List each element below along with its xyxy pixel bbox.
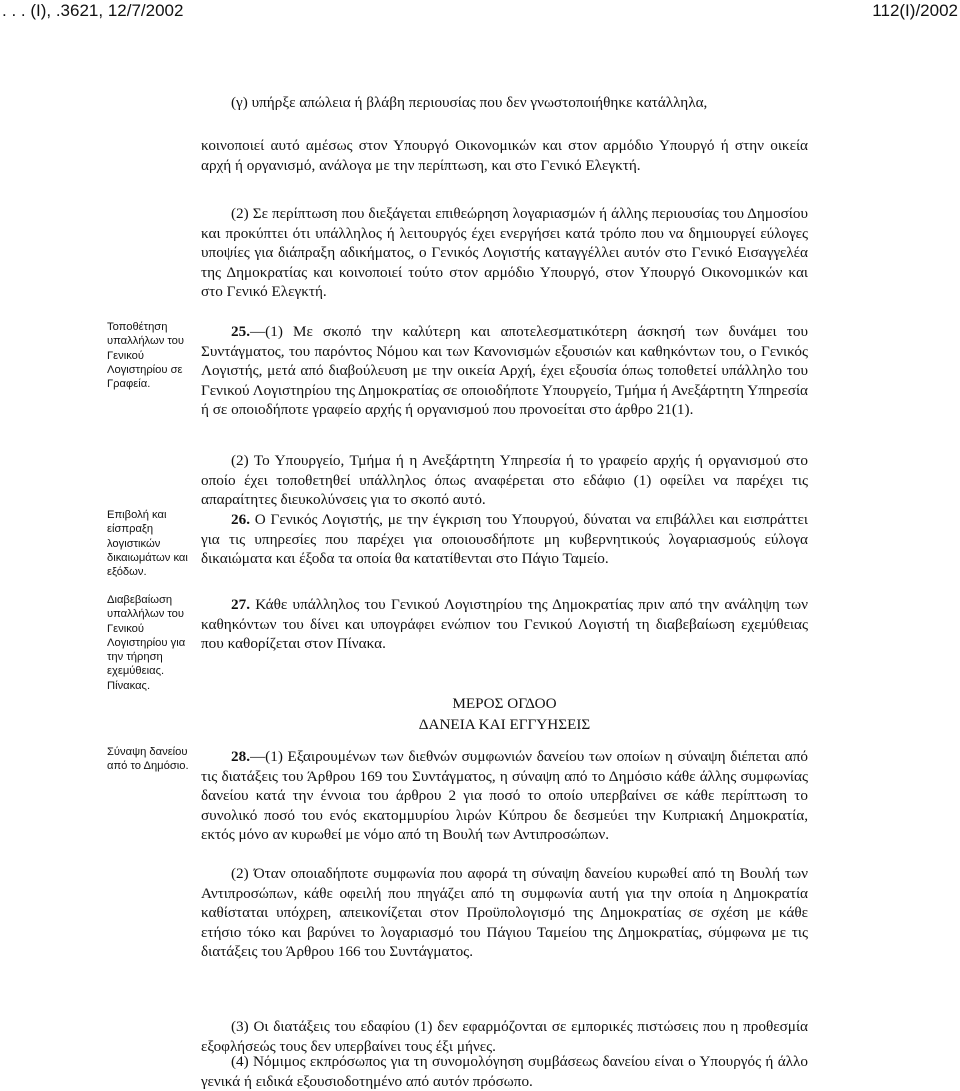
margin-note-confidentiality: Διαβεβαίωση υπαλλήλων του Γενικού Λογιστηρίου για την τήρηση εχεμύθειας. Πίνακας. — [107, 594, 186, 692]
section-27 — [201, 595, 808, 654]
margin-note-fees: Επιβολή και είσπραξη λογιστικών δικαιωμάτων και εξόδων. — [107, 509, 188, 579]
section-25-subsection-2: (2) Το Υπουργείο, Τμήμα ή η Ανεξάρτητη Υπηρεσία ή το γραφείο αρχής ή οργανισμού στο οποίο έχει τοποθετηθεί υπάλληλος όπως αναφέρεται στο εδάφιο (1) οφείλει να παρέχει τις απαραίτητες διευκολύνσεις για το σκοπό αυτό. — [201, 452, 808, 508]
section-26 — [201, 510, 808, 569]
section-28-subsection-4: (4) Νόμιμος εκπρόσωπος για τη συνομολόγηση συμβάσεως δανείου είναι ο Υπουργός ή άλλο γενικά ή ειδικά εξουσιοδοτημένο από αυτόν πρόσωπο. — [201, 1053, 808, 1090]
section-27-number: 27. — [231, 596, 250, 613]
section-28-number: 28. — [231, 748, 250, 765]
paragraph-inspection: (2) Σε περίπτωση που διεξάγεται επιθεώρηση λογαριασμών ή άλλης περιουσίας του Δημοσίου και προκύπτει ότι υπάλληλος ή λειτουργός έχει ενεργήσει κατά τρόπο που να δημιουργεί εύλογες υποψίες για διάπραξη αδικήματος, ο Γενικός Λογιστής καταγγέλλει αυτόν στο Γενικό Εισαγγελέα της Δημοκρατίας και κοινοποιεί τούτο στον αρμόδιο Υπουργό, στον Υπουργό Οικονομικών και στο Γενικό Ελεγκτή. — [201, 205, 808, 300]
running-header-law-number: 112(Ι)/2002 — [872, 1, 958, 20]
margin-note-loan: Σύναψη δανείου από το Δημόσιο. — [107, 746, 189, 773]
margin-note-placement: Τοποθέτηση υπαλλήλων του Γενικού Λογιστηρίου σε Γραφεία. — [107, 321, 185, 391]
section-28-subsection-2: (2) Όταν οποιαδήποτε συμφωνία που αφορά τη σύναψη δανείου κυρωθεί από τη Βουλή των Αντιπροσώπων, κάθε οφειλή που πηγάζει από τη συμφωνία αυτή για την οποία η Δημοκρατία καθίσταται υπόχρεη, απεικονίζεται στον Προϋπολογισμό της Δημοκρατίας σε σχέση με κάθε ετήσιο τόκο και βαρύνει το λογαριασμό του Πάγιου Ταμείου της Δημοκρατίας, σύμφωνα με τις διατάξεις του Άρθρου 166 του Συντάγματος. — [201, 865, 808, 960]
paragraph-item-c: (γ) υπήρξε απώλεια ή βλάβη περιουσίας που δεν γνωστοποιήθηκε κατάλληλα, — [231, 94, 708, 111]
section-26-number: 26. — [231, 511, 250, 528]
part-title: ΜΕΡΟΣ ΟΓΔΟΟ — [452, 695, 557, 712]
section-26-text: Ο Γενικός Λογιστής, με την έγκριση του Υπουργού, δύναται να επιβάλλει και εισπράττει για τις υπηρεσίες που παρέχει για οποιουσδήποτε μη κυβερνητικούς λογαριασμούς εύλογα δικαιώματα και έξοδα τα οποία θα κατατίθενται στο Πάγιο Ταμείο. — [201, 511, 808, 567]
section-25-text: —(1) Με σκοπό την καλύτερη και αποτελεσματικότερη άσκησή των δυνάμει του Συντάγματος, του παρόντος Νόμου και των Κανονισμών εξουσιών και καθηκόντων του, ο Γενικός Λογιστής, μετά από διαβούλευση με την οικεία Αρχή, έχει εξουσία όπως τοποθετεί υπάλληλο του Γενικού Λογιστηρίου της Δημοκρατίας σε οποιοδήποτε Υπουργείο, Τμήμα ή Ανεξάρτητη Υπηρεσία ή σε οποιοδήποτε γραφείο αρχής ή οργανισμού που προνοείται στο άρθρο 21(1). — [201, 323, 808, 418]
paragraph-notify: κοινοποιεί αυτό αμέσως στον Υπουργό Οικονομικών και στον αρμόδιο Υπουργό ή στην οικεία αρχή ή οργανισμό, ανάλογα με την περίπτωση, και στο Γενικό Ελεγκτή. — [201, 137, 808, 174]
section-28-text: —(1) Εξαιρουμένων των διεθνών συμφωνιών δανείου των οποίων η σύναψη διέπεται από τις διατάξεις του Άρθρου 169 του Συντάγματος, η σύναψη από το Δημόσιο κάθε άλλης συμφωνίας δανείου κατά την έννοια του άρθρου 2 για ποσό το οποίο υπερβαίνει σε κάθε περίπτωση το συνολικό ποσό του ενός εκατομμυρίου λιρών Κύπρου δε δεσμεύει την Κυπριακή Δημοκρατία, εκτός μόνο αν κυρωθεί με νόμο από τη Βουλή των Αντιπροσώπων. — [201, 748, 808, 843]
running-header-citation: . . . (Ι), .3621, 12/7/2002 — [2, 1, 184, 20]
part-subtitle: ΔΑΝΕΙΑ ΚΑΙ ΕΓΓΥΗΣΕΙΣ — [418, 716, 591, 733]
section-28 — [201, 747, 808, 845]
section-25 — [201, 322, 808, 420]
section-25-number: 25. — [231, 323, 250, 340]
section-28-subsection-3: (3) Οι διατάξεις του εδαφίου (1) δεν εφαρμόζονται σε εμπορικές πιστώσεις που η προθεσμία εξοφλήσεώς τους δεν υπερβαίνει τους έξι μήνες. — [201, 1018, 808, 1055]
section-27-text: Κάθε υπάλληλος του Γενικού Λογιστηρίου της Δημοκρατίας πριν από την ανάληψη των καθηκόντων του δίνει και υπογράφει ενώπιον του Γενικού Λογιστή τη διαβεβαίωση εχεμύθειας που καθορίζεται στον Πίνακα. — [201, 596, 809, 652]
